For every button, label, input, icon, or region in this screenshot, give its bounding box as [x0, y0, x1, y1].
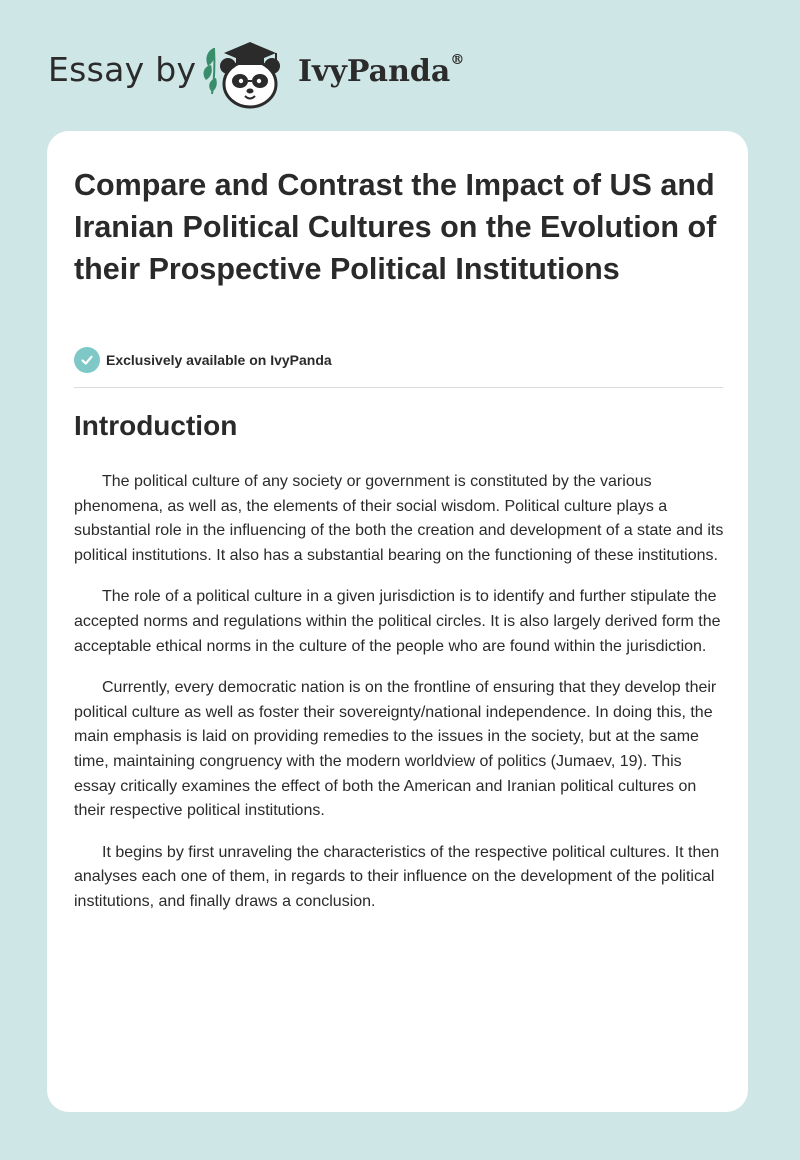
site-header: [0, 0, 800, 130]
essay-title: Compare and Contrast the Impact of US and Iranian Political Cultures on the Evolution of their Prospective Political Institutions: [74, 168, 717, 286]
essay-body: [74, 470, 724, 932]
brand-name[interactable]: [298, 54, 464, 89]
paragraph: Currently, every democratic nation is on the frontline of ensuring that they develop their political culture as well as foster their sovereignty/national independence. In doing this, the main emphasis is laid on providing remedies to the issues in the society, but at the same time, maintaining congruency with the modern worldview of politics (Jumaev, 19). This essay critically examines the effect of both the American and Iranian political cultures on their respective political institutions.: [74, 679, 717, 820]
brand-prefix: Essay by: [48, 50, 197, 89]
panda-logo-icon[interactable]: [202, 36, 298, 110]
paragraph: It begins by first unraveling the characteristics of the respective political cultures. It then analyses each one of them, in regards to their influence on the development of the political institutions, and finally draws a conclusion.: [74, 843, 720, 910]
exclusive-badge: [74, 347, 332, 373]
paragraph: The role of a political culture in a given jurisdiction is to identify and further stipulate the accepted norms and regulations within the political circles. It is also largely derived form the acceptable ethical norms in the culture of the people who are found within the jurisdiction.: [74, 588, 721, 655]
essay-card: [47, 131, 748, 1112]
exclusive-badge-label: Exclusively available on IvyPanda: [106, 352, 332, 368]
checkmark-icon: [74, 347, 100, 373]
panda-graduate-icon: [202, 36, 298, 110]
section-heading-introduction: Introduction: [74, 410, 238, 441]
paragraph: The political culture of any society or government is constituted by the various phenomena, as well as, the elements of their social wisdom. Political culture plays a substantial role in the influencing of the both the creation and development of a state and its political institutions. It also has a substantial bearing on the functioning of these institutions.: [74, 473, 724, 564]
divider: [74, 387, 723, 388]
brand-name-text: IvyPanda: [298, 54, 451, 89]
registered-mark: ®: [450, 52, 465, 68]
